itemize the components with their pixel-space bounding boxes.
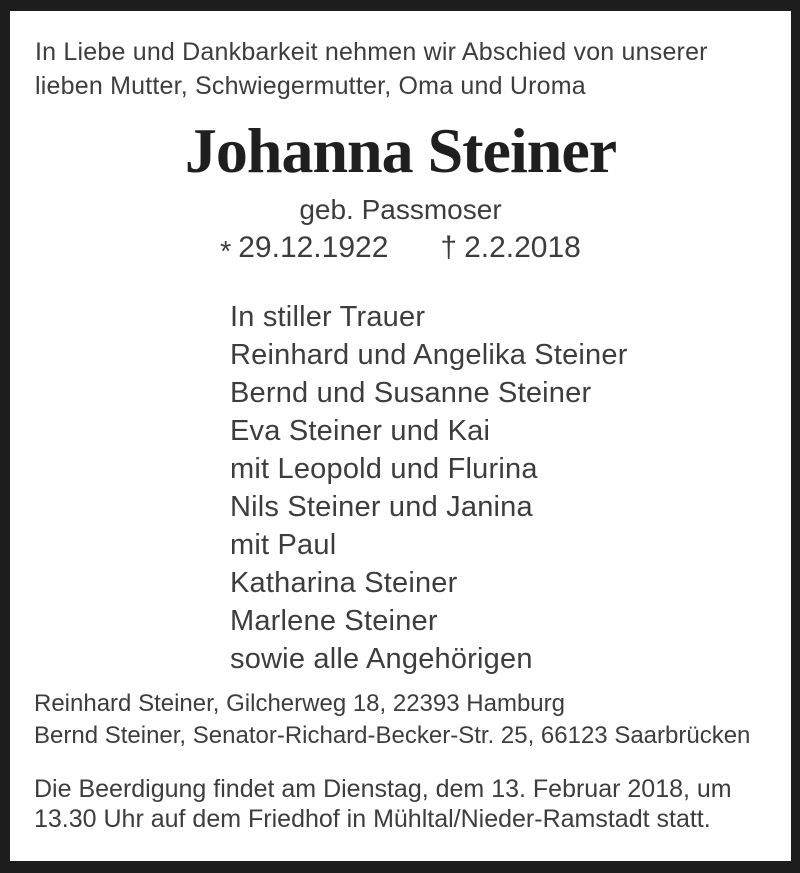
mourner-line: Reinhard und Angelika Steiner xyxy=(230,339,628,371)
maiden-name: geb. Passmoser xyxy=(299,194,502,225)
birth-star-symbol: * xyxy=(220,235,232,268)
birth-date-group xyxy=(220,231,389,268)
birth-date: 29.12.1922 xyxy=(238,231,389,264)
address-line-bernd: Bernd Steiner, Senator-Richard-Becker-Str. 25, 66123 Saarbrücken xyxy=(34,722,751,749)
mourner-line: In stiller Trauer xyxy=(230,301,426,333)
deceased-name: Johanna Steiner xyxy=(184,115,617,186)
mourner-line: sowie alle Angehörigen xyxy=(230,643,533,675)
intro-text xyxy=(35,35,791,103)
mourner-line: Katharina Steiner xyxy=(230,567,458,599)
mourner-line: mit Paul xyxy=(230,529,337,561)
funeral-line-2: 13.30 Uhr auf dem Friedhof in Mühltal/Nieder-Ramstadt statt. xyxy=(34,805,711,833)
address-block xyxy=(34,688,791,752)
address-line-reinhard: Reinhard Steiner, Gilcherweg 18, 22393 Hamburg xyxy=(34,690,565,717)
death-date: 2.2.2018 xyxy=(464,231,581,264)
life-dates xyxy=(10,231,791,268)
death-cross-symbol: † xyxy=(440,231,458,264)
intro-line-1: In Liebe und Dankbarkeit nehmen wir Abschied von unserer xyxy=(35,38,708,66)
funeral-info xyxy=(34,774,791,834)
mourners-list xyxy=(230,298,791,678)
death-date-group xyxy=(440,231,580,264)
mourner-line: Marlene Steiner xyxy=(230,605,438,637)
funeral-line-1: Die Beerdigung findet am Dienstag, dem 13. Februar 2018, um xyxy=(34,775,732,803)
intro-line-2: lieben Mutter, Schwiegermutter, Oma und Uroma xyxy=(35,72,586,100)
mourner-line: Bernd und Susanne Steiner xyxy=(230,377,592,409)
mourner-line: Nils Steiner und Janina xyxy=(230,491,533,523)
mourner-line: mit Leopold und Flurina xyxy=(230,453,538,485)
mourner-line: Eva Steiner und Kai xyxy=(230,415,491,447)
